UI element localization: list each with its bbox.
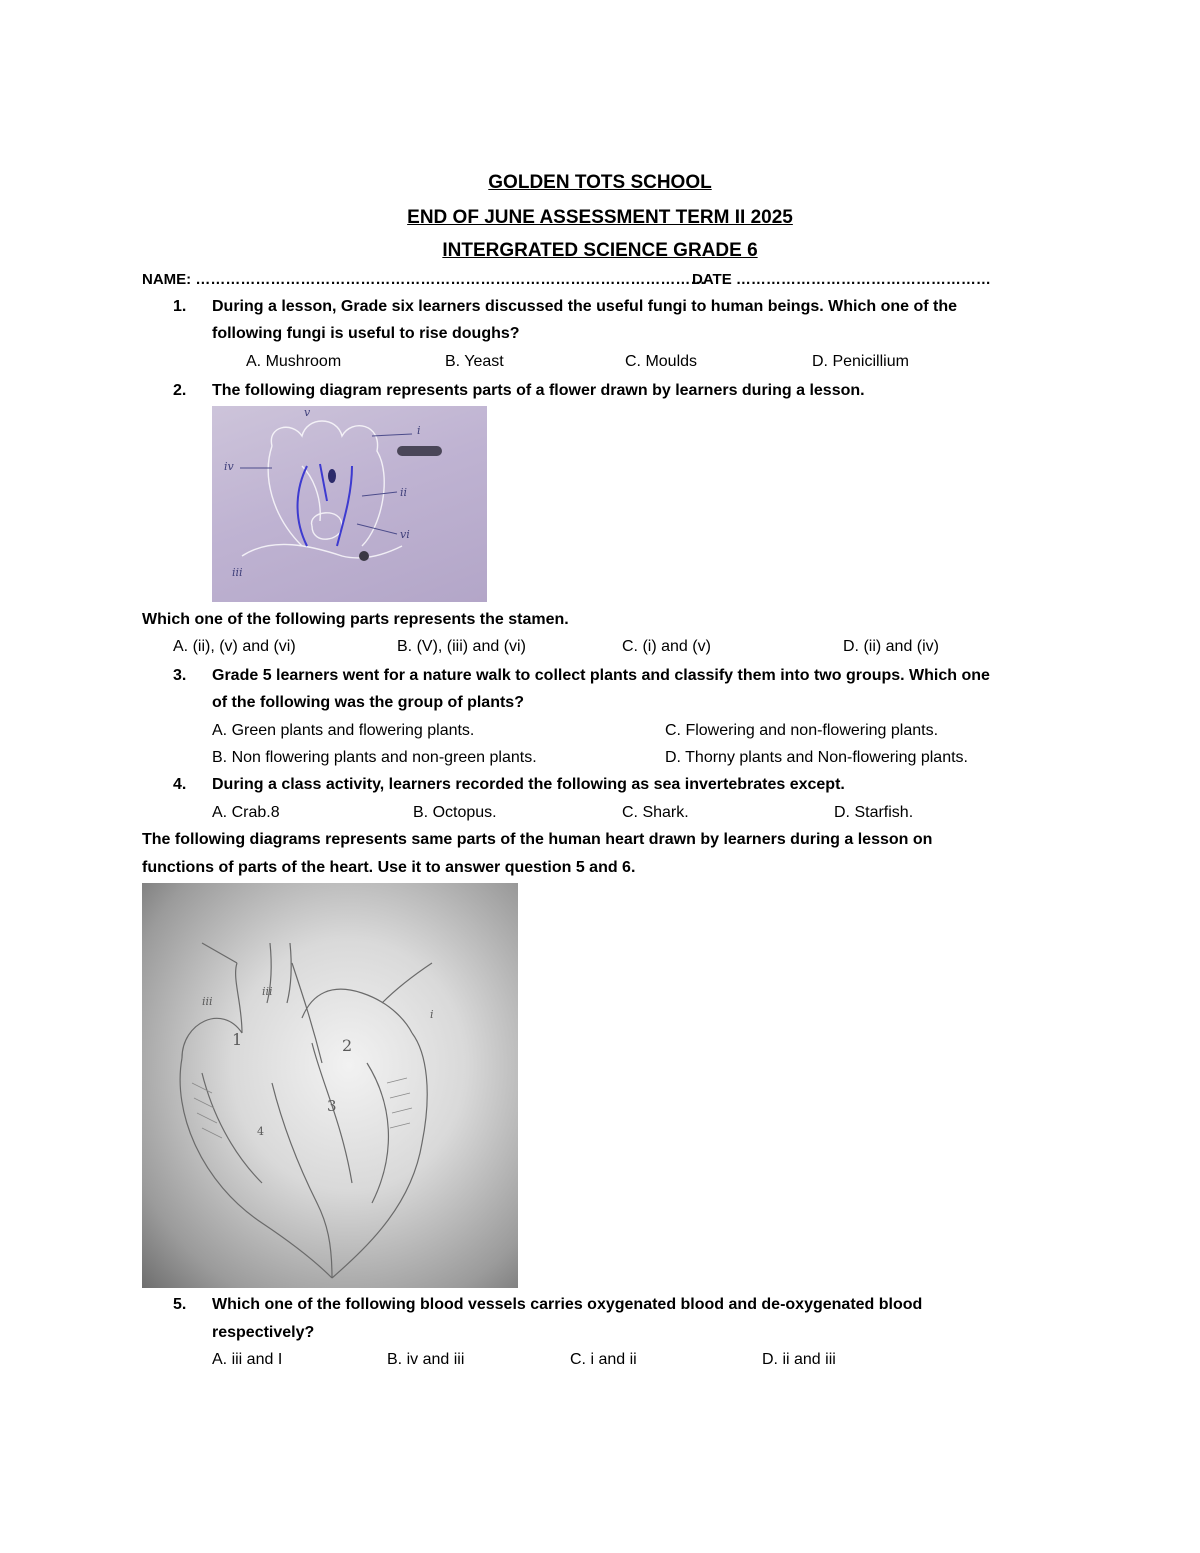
heart-label-upper-left: iii: [202, 995, 213, 1008]
heart-intro-line1: The following diagrams represents same parts of the human heart drawn by learners during a lesson on: [142, 831, 933, 848]
school-name: GOLDEN TOTS SCHOOL: [488, 172, 712, 193]
q5-option-c: C. i and ii: [570, 1351, 637, 1368]
name-field-label: NAME: …………………………………………………………………………………………: [142, 271, 706, 288]
q5-option-a: A. iii and I: [212, 1351, 283, 1368]
q4-number: 4.: [173, 776, 187, 793]
q1-number: 1.: [173, 298, 187, 315]
q2-text: The following diagram represents parts of a flower drawn by learners during a lesson.: [212, 382, 865, 399]
flower-label-ii: ii: [400, 486, 408, 499]
heart-diagram-photo: [142, 883, 518, 1288]
q2-followup: Which one of the following parts represents the stamen.: [142, 611, 569, 628]
q2-option-b: B. (V), (iii) and (vi): [397, 638, 526, 655]
heart-label-3: 3: [327, 1097, 337, 1115]
q2-option-d: D. (ii) and (iv): [843, 638, 940, 655]
flower-label-vi: vi: [400, 528, 410, 541]
q2-option-a: A. (ii), (v) and (vi): [173, 638, 296, 655]
q2-option-c: C. (i) and (v): [622, 638, 711, 655]
q3-text-line1: Grade 5 learners went for a nature walk to collect plants and classify them into two groups. Which one: [212, 667, 990, 684]
q5-option-d: D. ii and iii: [762, 1351, 836, 1368]
q2-number: 2.: [173, 382, 187, 399]
heart-label-4: 4: [257, 1125, 264, 1138]
heart-intro-line2: functions of parts of the heart. Use it to answer question 5 and 6.: [142, 859, 636, 876]
q3-option-b: B. Non flowering plants and non-green plants.: [212, 749, 537, 766]
q4-option-c: C. Shark.: [622, 804, 689, 821]
flower-diagram-photo: [212, 406, 487, 602]
q3-option-d: D. Thorny plants and Non-flowering plants.: [665, 749, 968, 766]
q4-option-d: D. Starfish.: [834, 804, 914, 821]
q5-text-line1: Which one of the following blood vessels carries oxygenated blood and de-oxygenated blood: [212, 1296, 923, 1313]
q1-option-c: C. Moulds: [625, 353, 698, 370]
subject-title: INTERGRATED SCIENCE GRADE 6: [442, 240, 758, 261]
assessment-title: END OF JUNE ASSESSMENT TERM II 2025: [407, 207, 793, 228]
flower-label-iii: iii: [232, 566, 243, 579]
q4-option-a: A. Crab.8: [212, 804, 280, 821]
q5-option-b: B. iv and iii: [387, 1351, 465, 1368]
flower-label-iv: iv: [224, 460, 234, 473]
heart-label-upper-middle: iii: [262, 985, 273, 998]
heart-diagram-drawing: [142, 883, 518, 1288]
q1-option-b: B. Yeast: [445, 353, 504, 370]
heart-label-2: 2: [342, 1036, 353, 1055]
q4-option-b: B. Octopus.: [413, 804, 497, 821]
flower-label-v: v: [304, 406, 311, 419]
q3-option-c: C. Flowering and non-flowering plants.: [665, 722, 939, 739]
flower-label-i: i: [417, 424, 421, 437]
q1-option-a: A. Mushroom: [246, 353, 342, 370]
q1-option-d: D. Penicillium: [812, 353, 909, 370]
date-field-label: DATE ……………………………………………: [692, 271, 991, 288]
q1-text-line1: During a lesson, Grade six learners discussed the useful fungi to human beings. Which one of the: [212, 298, 958, 315]
flower-diagram-drawing: [212, 406, 487, 602]
heart-label-upper-right: i: [430, 1008, 434, 1021]
heart-label-1: 1: [232, 1030, 243, 1049]
q1-text-line2: following fungi is useful to rise doughs?: [212, 325, 520, 342]
q3-number: 3.: [173, 667, 187, 684]
q3-text-line2: of the following was the group of plants?: [212, 694, 524, 711]
q3-option-a: A. Green plants and flowering plants.: [212, 722, 475, 739]
q5-number: 5.: [173, 1296, 187, 1313]
q4-text: During a class activity, learners recorded the following as sea invertebrates except.: [212, 776, 845, 793]
q5-text-line2: respectively?: [212, 1324, 315, 1341]
